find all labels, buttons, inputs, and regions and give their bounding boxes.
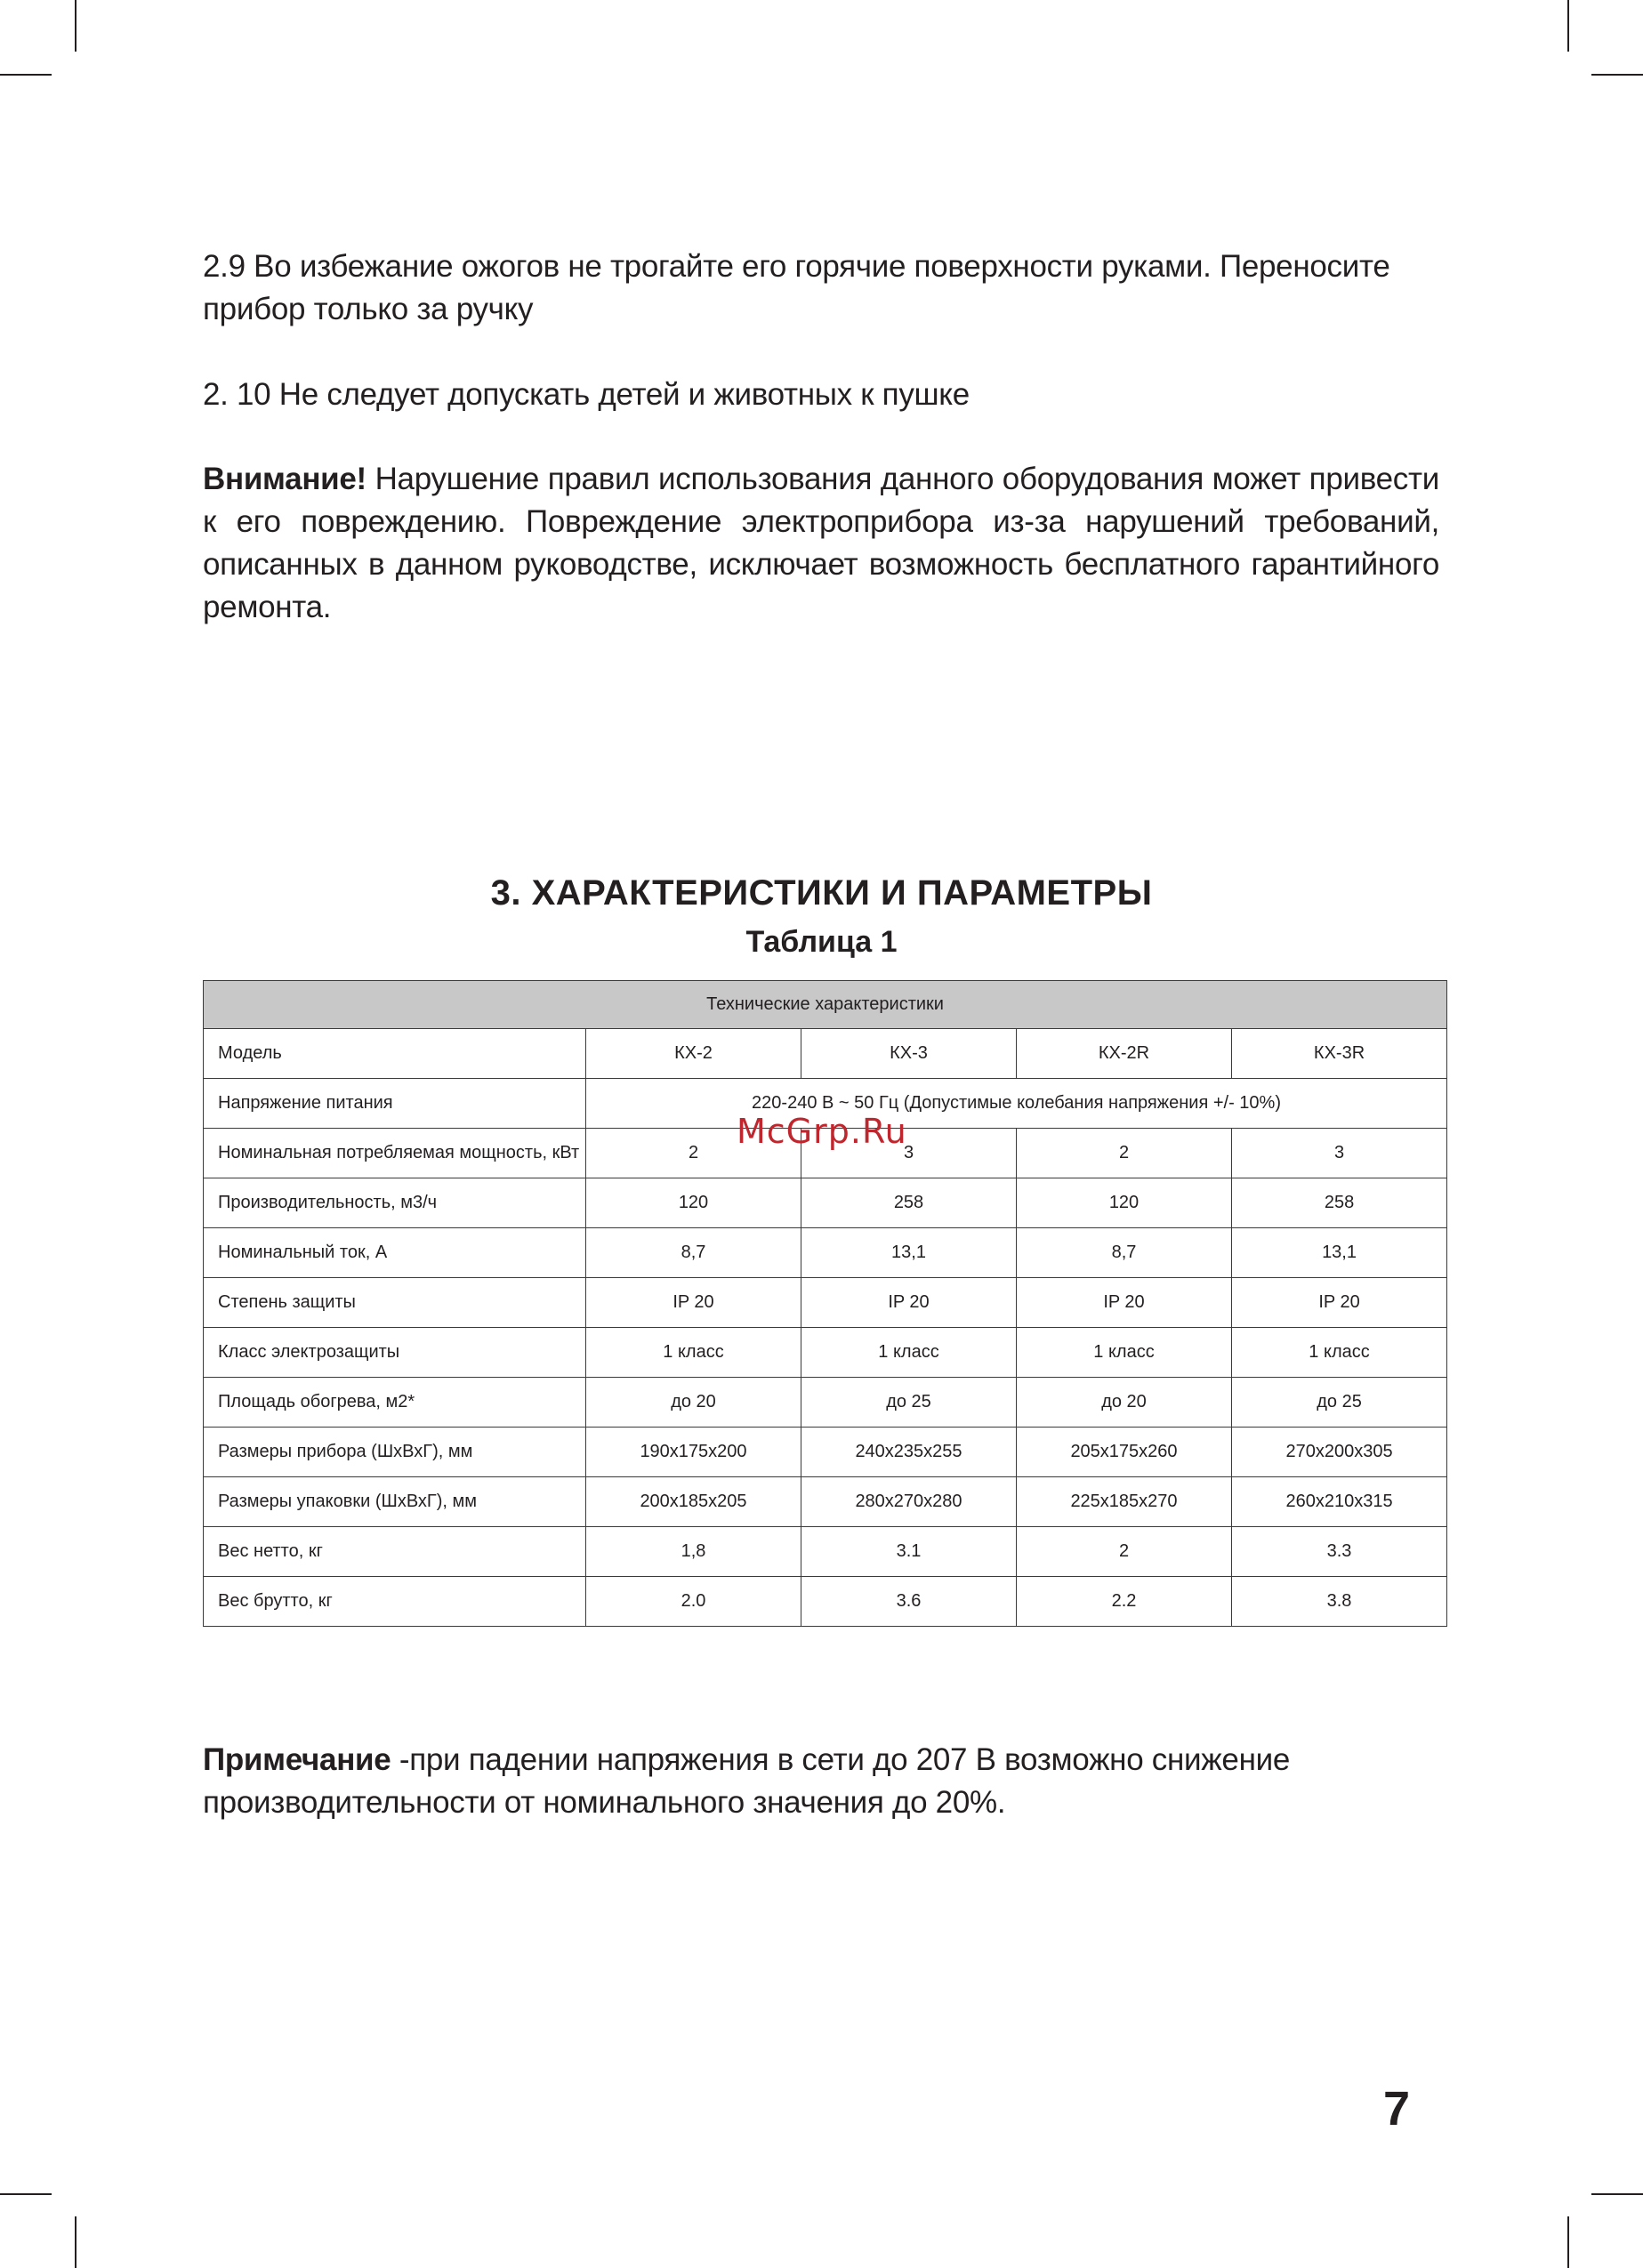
value-cell: 3.8 <box>1232 1577 1447 1627</box>
row-label: Номинальная потребляемая мощность, кВт <box>204 1129 586 1178</box>
value-cell: 13,1 <box>801 1228 1017 1278</box>
value-cell: 3.6 <box>801 1577 1017 1627</box>
row-label: Номинальный ток, А <box>204 1228 586 1278</box>
value-cell: 8,7 <box>1017 1228 1232 1278</box>
value-cell: 200x185x205 <box>586 1477 801 1527</box>
table-row <box>204 1178 1447 1228</box>
row-label: Класс электрозащиты <box>204 1328 586 1378</box>
warning-paragraph <box>203 458 1439 629</box>
value-cell: IP 20 <box>1017 1278 1232 1328</box>
value-cell: до 25 <box>1232 1378 1447 1428</box>
table-row <box>204 1278 1447 1328</box>
crop-mark-top-right-vertical <box>1567 0 1569 52</box>
crop-mark-bottom-left-vertical <box>75 2216 77 2268</box>
value-cell: 2.0 <box>586 1577 801 1627</box>
voltage-value-cell: 220-240 В ~ 50 Гц (Допустимые колебания напряжения +/- 10%) <box>586 1079 1447 1129</box>
watermark-text: McGrp.Ru <box>737 1112 907 1151</box>
value-cell: 1,8 <box>586 1527 801 1577</box>
value-cell: 2 <box>586 1129 801 1178</box>
value-cell: до 20 <box>1017 1378 1232 1428</box>
table-caption: Таблица 1 <box>745 925 898 959</box>
value-cell: 1 класс <box>801 1328 1017 1378</box>
crop-mark-top-left-vertical <box>75 0 77 52</box>
value-cell: 3 <box>801 1129 1017 1178</box>
value-cell: 1 класс <box>1017 1328 1232 1378</box>
row-label: Вес брутто, кг <box>204 1577 586 1627</box>
paragraph-2-10: 2. 10 Не следует допускать детей и животных к пушке <box>203 377 970 412</box>
value-cell: 205x175x260 <box>1017 1428 1232 1477</box>
row-label: Вес нетто, кг <box>204 1527 586 1577</box>
value-cell: 190x175x200 <box>586 1428 801 1477</box>
value-cell: IP 20 <box>1232 1278 1447 1328</box>
row-label: Размеры прибора (ШхВхГ), мм <box>204 1428 586 1477</box>
note-text: -при падении напряжения в сети до 207 В возможно снижение производительности от номинального значения до 20%. <box>203 1742 1291 1820</box>
value-cell: 225x185x270 <box>1017 1477 1232 1527</box>
page-number: 7 <box>1383 2082 1411 2135</box>
model-cell: КХ-2R <box>1017 1029 1232 1079</box>
row-label: Модель <box>204 1029 586 1079</box>
value-cell: 280x270x280 <box>801 1477 1017 1527</box>
table-row <box>204 1477 1447 1527</box>
value-cell: 260x210x315 <box>1232 1477 1447 1527</box>
crop-mark-top-left-horizontal <box>0 74 52 76</box>
row-label: Площадь обогрева, м2* <box>204 1378 586 1428</box>
value-cell: IP 20 <box>586 1278 801 1328</box>
model-cell: КХ-3 <box>801 1029 1017 1079</box>
table-header-row <box>204 981 1447 1029</box>
value-cell: 120 <box>586 1178 801 1228</box>
note-paragraph <box>203 1739 1439 1824</box>
table-row <box>204 1527 1447 1577</box>
row-label: Производительность, м3/ч <box>204 1178 586 1228</box>
crop-mark-top-right-horizontal <box>1591 74 1643 76</box>
value-cell: 258 <box>801 1178 1017 1228</box>
table-row-model <box>204 1029 1447 1079</box>
value-cell: 120 <box>1017 1178 1232 1228</box>
value-cell: до 20 <box>586 1378 801 1428</box>
model-cell: КХ-2 <box>586 1029 801 1079</box>
table-row <box>204 1577 1447 1627</box>
table-row <box>204 1428 1447 1477</box>
value-cell: 258 <box>1232 1178 1447 1228</box>
row-label: Степень защиты <box>204 1278 586 1328</box>
crop-mark-bottom-right-vertical <box>1567 2216 1569 2268</box>
row-label: Напряжение питания <box>204 1079 586 1129</box>
table-row <box>204 1328 1447 1378</box>
value-cell: 13,1 <box>1232 1228 1447 1278</box>
table-row <box>204 1228 1447 1278</box>
value-cell: до 25 <box>801 1378 1017 1428</box>
value-cell: 8,7 <box>586 1228 801 1278</box>
model-cell: КХ-3R <box>1232 1029 1447 1079</box>
warning-text: Нарушение правил использования данного оборудования может привести к его повреждению. Повреждение электроприбора из-за нарушений требований, описанных в данном руководстве, исключает возможность бесплатного гарантийного ремонта. <box>203 462 1439 624</box>
table-header-cell: Технические характеристики <box>204 981 1447 1029</box>
crop-mark-bottom-right-horizontal <box>1591 2193 1643 2195</box>
crop-mark-bottom-left-horizontal <box>0 2193 52 2195</box>
value-cell: IP 20 <box>801 1278 1017 1328</box>
value-cell: 3.3 <box>1232 1527 1447 1577</box>
value-cell: 1 класс <box>586 1328 801 1378</box>
value-cell: 3.1 <box>801 1527 1017 1577</box>
warning-label: Внимание! <box>203 462 366 496</box>
value-cell: 240x235x255 <box>801 1428 1017 1477</box>
specs-table <box>203 980 1447 1627</box>
row-label: Размеры упаковки (ШхВхГ), мм <box>204 1477 586 1527</box>
paragraph-2-9: 2.9 Во избежание ожогов не трогайте его горячие поверхности руками. Переносите прибор только за ручку <box>203 249 1390 326</box>
value-cell: 1 класс <box>1232 1328 1447 1378</box>
value-cell: 270x200x305 <box>1232 1428 1447 1477</box>
value-cell: 2.2 <box>1017 1577 1232 1627</box>
value-cell: 3 <box>1232 1129 1447 1178</box>
value-cell: 2 <box>1017 1129 1232 1178</box>
value-cell: 2 <box>1017 1527 1232 1577</box>
section-title: 3. ХАРАКТЕРИСТИКИ И ПАРАМЕТРЫ <box>490 873 1153 913</box>
note-label: Примечание <box>203 1742 391 1777</box>
table-row <box>204 1378 1447 1428</box>
